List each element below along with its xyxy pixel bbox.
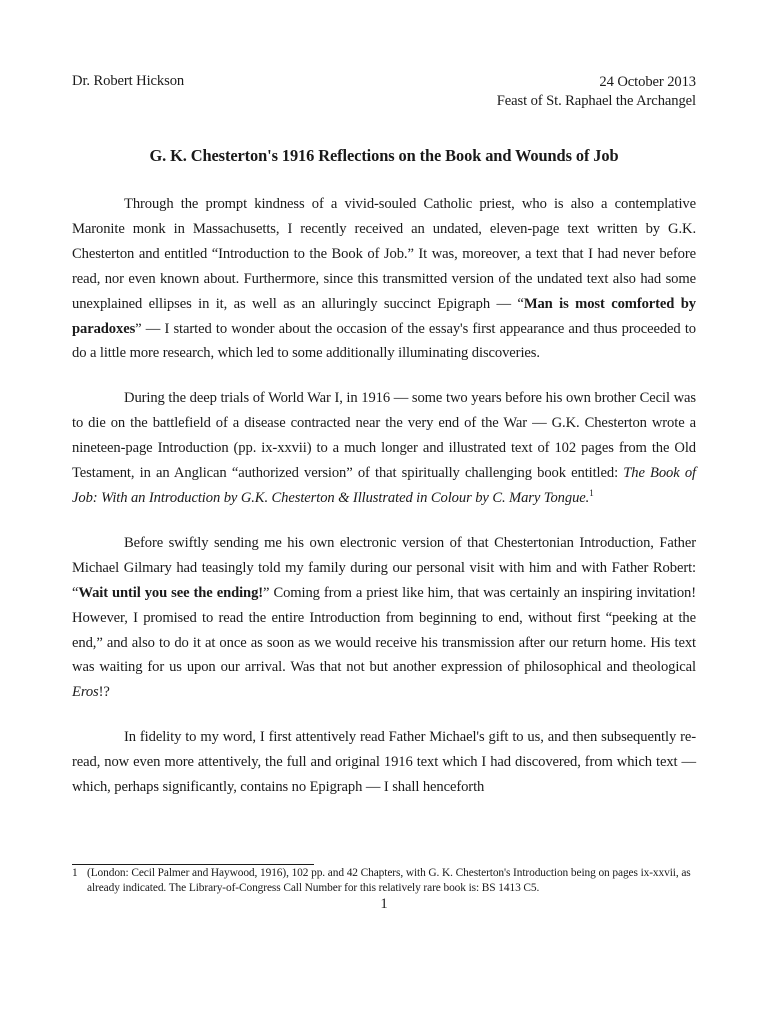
footnote-separator	[72, 864, 314, 865]
paragraph-3-text-c: !?	[98, 684, 110, 701]
footnote-text: (London: Cecil Palmer and Haywood, 1916), 102 pp. and 42 Chapters, with G. K. Chesterton's Introduction being on pages ix-xxvii, as already indicated. The Library-of-Congress Call Number for this relatively rare book is: BS 1413 C5.	[87, 867, 691, 894]
paragraph-3	[72, 531, 696, 705]
paragraph-1-text-b: ” — I started to wonder about the occasion of the essay's first appearance and thus proceeded to do a little more research, which led to some additionally illuminating discoveries.	[72, 320, 696, 362]
epigraph-bold: Man is most comforted by paradoxes	[72, 295, 696, 337]
paragraph-1-text-a: Through the prompt kindness of a vivid-souled Catholic priest, who is also a contemplative Maronite monk in Massachusetts, I recently received an undated, eleven-page text written by G.K. Chesterton and entitled “Introduction to the Book of Job.” It was, moreover, a text that I had never before read, nor even known about. Furthermore, since this transmitted version of the undated text also had some unexplained ellipses in it, as well as an alluringly succinct Epigraph — “	[72, 196, 696, 312]
feast-day: Feast of St. Raphael the Archangel	[496, 93, 696, 109]
body-text	[72, 192, 696, 800]
paragraph-2-text-a: During the deep trials of World War I, in 1916 — some two years before his own brother Cecil was to die on the battlefield of a disease contracted near the very end of the War — G.K. Chesterton wrote a nineteen-page Introduction (pp. ix-xxvii) to a much longer and illustrated text of 102 pages from the Old Testament, in an Anglican “authorized version” of that spiritually challenging book entitled:	[72, 390, 696, 482]
footnote	[72, 866, 696, 896]
footnote-number: 1	[72, 867, 78, 879]
paragraph-4	[72, 725, 696, 800]
footnote-reference[interactable]: 1	[589, 487, 594, 498]
book-title-italic: The Book of Job: With an Introduction by G.K. Chesterton & Illustrated in Colour by C. Mary Tongue.	[72, 465, 696, 506]
paragraph-4-text: In fidelity to my word, I first attentively read Father Michael's gift to us, and then subsequently re-read, now even more attentively, the full and original 1916 text which I had discovered, from which text — which, perhaps significantly, contains no Epigraph — I shall henceforth	[72, 729, 696, 796]
author-name: Dr. Robert Hickson	[72, 73, 185, 89]
paragraph-3-text-a: Before swiftly sending me his own electronic version of that Chestertonian Introduction, Father Michael Gilmary had teasingly told my family during our personal visit with him and with Father Robert: “	[72, 534, 696, 601]
eros-italic: Eros	[72, 684, 99, 701]
paragraph-1	[72, 192, 696, 366]
page-number: 1	[380, 896, 388, 912]
date-block	[497, 73, 696, 111]
quote-bold: Wait until you see the ending!	[78, 584, 264, 601]
paragraph-2	[72, 386, 696, 511]
date: 24 October 2013	[599, 74, 696, 90]
document-title: G. K. Chesterton's 1916 Reflections on the Book and Wounds of Job	[149, 146, 619, 165]
paragraph-3-text-b: ” Coming from a priest like him, that was certainly an inspiring invitation! However, I promised to read the entire Introduction from beginning to end, without first “peeking at the end,” and also to do it at once as soon as we would receive his transmission after our return home. His text was waiting for us upon our arrival. Was that not but another expression of philosophical and theological	[72, 584, 697, 676]
